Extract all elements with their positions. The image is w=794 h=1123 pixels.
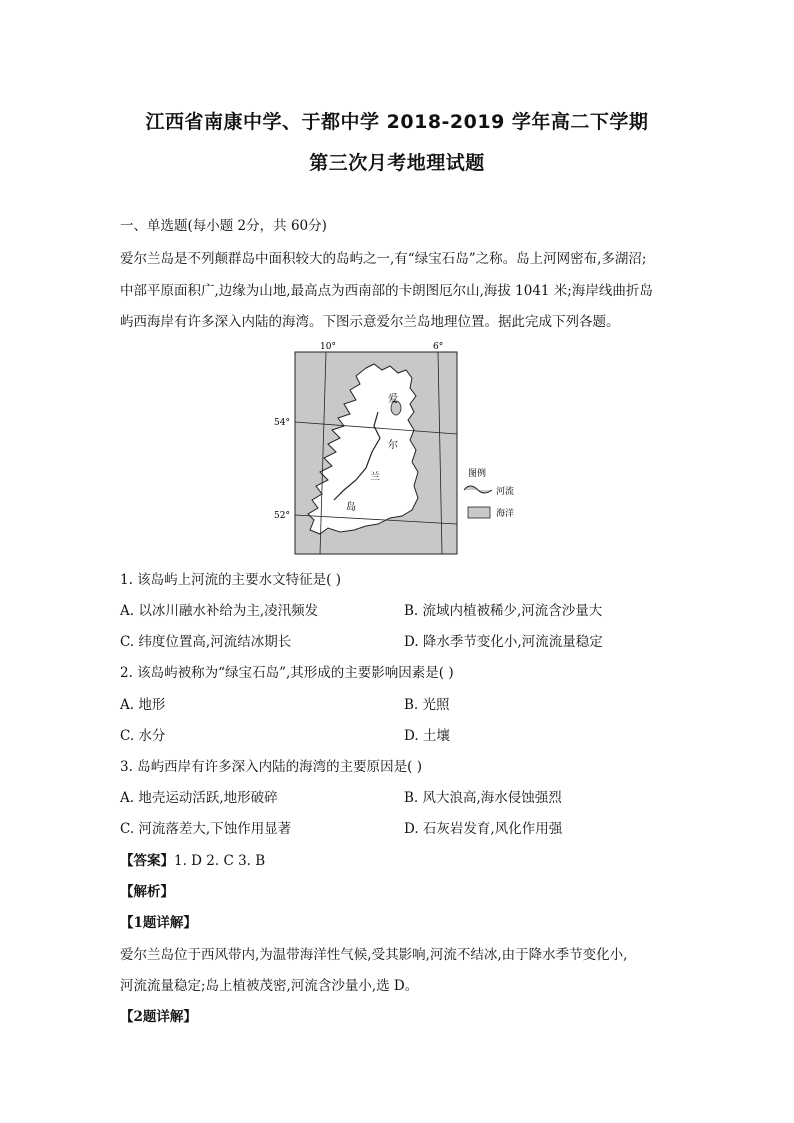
- lon-label: 10°: [320, 342, 336, 352]
- question-stem: 3. 岛屿西岸有许多深入内陆的海湾的主要原因是( ): [120, 759, 422, 775]
- question-option: D. 降水季节变化小,河流流量稳定: [404, 634, 603, 650]
- passage-line: 屿西海岸有许多深入内陆的海湾。下图示意爱尔兰岛地理位置。据此完成下列各题。: [120, 314, 620, 330]
- ireland-map-figure: [270, 340, 540, 560]
- answer-line: [120, 852, 680, 870]
- detail-1-label: 【1题详解】: [120, 915, 197, 931]
- island-name-char: 爱: [388, 394, 398, 405]
- question-option: C. 水分: [120, 728, 166, 744]
- lat-label: 52°: [274, 511, 290, 521]
- question-stem: 2. 该岛屿被称为“绿宝石岛”,其形成的主要影响因素是( ): [120, 665, 454, 681]
- island-name-char: 岛: [346, 502, 356, 513]
- island-name-char: 兰: [370, 472, 380, 483]
- answer-label: 【答案】: [120, 853, 174, 869]
- question-option: B. 流域内植被稀少,河流含沙量大: [404, 603, 603, 619]
- detail-1-text: 河流流量稳定;岛上植被茂密,河流含沙量小,选 D。: [120, 978, 419, 994]
- ireland-map: [270, 340, 540, 560]
- question-stem: 1. 该岛屿上河流的主要水文特征是( ): [120, 572, 341, 588]
- detail-1-text: 爱尔兰岛位于西风带内,为温带海洋性气候,受其影响,河流不结冰,由于降水季节变化小,: [120, 947, 628, 963]
- page-title-line-1: 江西省南康中学、于都中学 2018-2019 学年高二下学期: [145, 111, 649, 133]
- question-option: B. 风大浪高,海水侵蚀强烈: [404, 790, 562, 806]
- legend-river-icon: [464, 486, 492, 493]
- question-option: D. 土壤: [404, 728, 450, 744]
- lon-label: 6°: [433, 342, 444, 352]
- question-option: D. 石灰岩发育,风化作用强: [404, 821, 563, 837]
- legend-ocean-swatch: [468, 507, 490, 518]
- section-heading: 一、单选题(每小题 2分，共 60分): [120, 218, 327, 234]
- detail-2-label: 【2题详解】: [120, 1009, 197, 1025]
- passage-line: 爱尔兰岛是不列颠群岛中面积较大的岛屿之一,有“绿宝石岛”之称。岛上河网密布,多湖沼;: [120, 251, 647, 267]
- answer-values: 1. D 2. C 3. B: [174, 853, 266, 869]
- passage-line: 中部平原面积广,边缘为山地,最高点为西南部的卡朗图厄尔山,海拔 1041 米;海岸线曲折岛: [120, 283, 653, 299]
- legend-title: 图例: [468, 469, 487, 479]
- lat-label: 54°: [274, 418, 290, 428]
- question-option: C. 纬度位置高,河流结冰期长: [120, 634, 292, 650]
- question-option: A. 地形: [120, 697, 166, 713]
- legend-ocean-label: 海洋: [496, 509, 515, 519]
- analysis-label: 【解析】: [120, 884, 174, 900]
- question-option: B. 光照: [404, 697, 450, 713]
- island-name-char: 尔: [388, 440, 398, 451]
- question-option: A. 地壳运动活跃,地形破碎: [120, 790, 278, 806]
- legend-river-label: 河流: [496, 487, 515, 497]
- question-option: C. 河流落差大,下蚀作用显著: [120, 821, 292, 837]
- page-title-line-2: 第三次月考地理试题: [309, 152, 485, 174]
- question-option: A. 以冰川融水补给为主,凌汛频发: [120, 603, 319, 619]
